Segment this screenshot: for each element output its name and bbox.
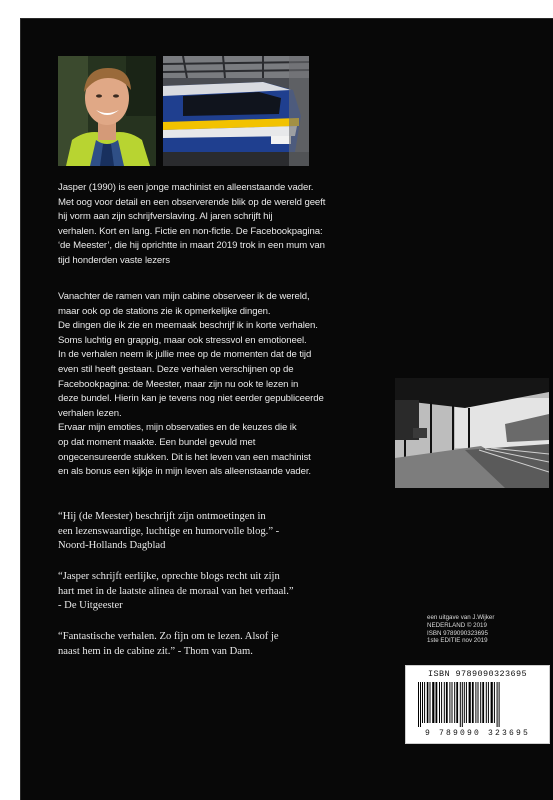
barcode-isbn-text: ISBN 9789090323695 <box>427 669 527 679</box>
blurb-line: verhalen lezen. <box>58 407 122 419</box>
barcode-bar <box>491 682 493 723</box>
author-bio <box>58 181 388 269</box>
blurb-line: Facebookpagina: de Meester, maar zijn nu ook te lezen in <box>58 378 299 390</box>
quote-line: Noord-Hollands Dagblad <box>58 540 166 552</box>
author-portrait-illustration <box>58 56 156 166</box>
blurb-line: Ervaar mijn emoties, mijn observaties en de keuzes die ik <box>58 422 297 434</box>
review-quote <box>58 570 358 614</box>
barcode-guard-bar <box>499 682 500 727</box>
quote-line: een lezenswaardige, luchtige en humorvolle blog.” - <box>58 525 280 537</box>
barcode-bar <box>449 682 450 723</box>
author-photo <box>58 56 156 166</box>
isbn-line: ISBN 9789090323695 <box>427 629 488 637</box>
quote-line: naast hem in de cabine zit.” - Thom van Dam. <box>58 645 253 657</box>
isbn-barcode <box>405 665 550 744</box>
quote-line: - De Uitgeester <box>58 600 123 612</box>
barcode-bar <box>488 682 489 723</box>
blurb-line: Vanachter de ramen van mijn cabine observeer ik de wereld, <box>58 291 310 302</box>
barcode-bars <box>416 682 540 727</box>
review-quote <box>58 630 320 659</box>
barcode-bar <box>464 682 465 723</box>
blurb-line: In de verhalen neem ik jullie mee op de momenten dat de tijd <box>58 349 312 361</box>
edition-line: 1ste EDITIE nov 2019 <box>427 637 488 645</box>
blurb-line: maar ook op de stations zie ik opmerkelijke dingen. <box>58 305 271 317</box>
blurb-line: op dat moment maakte. Een bundel gevuld met <box>58 436 256 448</box>
quote-line: hart met in de laatste alinea de moraal van het verhaal.” <box>58 585 294 597</box>
barcode-bar <box>432 682 434 723</box>
station-platform-illustration <box>395 378 549 488</box>
barcode-bar <box>475 682 476 723</box>
train-photo <box>163 56 309 166</box>
barcode-guard-bar <box>497 682 498 727</box>
barcode-bar <box>456 682 458 723</box>
quote-line: “Fantastische verhalen. Zo fijn om te lezen. Alsof je <box>58 631 279 642</box>
barcode-bar <box>478 682 479 723</box>
barcode-digits: 9 789090 323695 <box>424 729 530 738</box>
barcode-bar <box>430 682 431 723</box>
publisher-name: een uitgave van J.Wijker <box>427 614 495 621</box>
quote-line: “Hij (de Meester) beschrijft zijn ontmoetingen in <box>58 511 266 522</box>
barcode-bar <box>439 682 440 723</box>
barcode-guard-bar <box>460 682 461 727</box>
barcode-bar <box>446 682 448 723</box>
blurb-line: en als bonus een kijkje in mijn leven als alleenstaande vader. <box>58 466 311 478</box>
publisher-imprint <box>427 614 547 645</box>
barcode-guard-bar <box>418 682 419 727</box>
bio-line: Jasper (1990) is een jonge machinist en alleenstaande vader. <box>58 182 314 193</box>
barcode-bar <box>436 682 438 723</box>
barcode-bar <box>480 682 481 723</box>
blurb-line: De dingen die ik zie en meemaak beschrijf ik in korte verhalen. <box>58 320 318 332</box>
barcode-bar <box>424 682 425 723</box>
bio-line: Met oog voor detail en een observerende blik op de wereld geeft <box>58 196 326 208</box>
station-photo <box>395 378 549 488</box>
barcode-bar <box>422 682 423 723</box>
barcode-bar <box>486 682 487 723</box>
barcode-bar <box>472 682 474 723</box>
barcode-bar <box>441 682 442 723</box>
book-blurb <box>58 290 388 480</box>
blurb-line: deze bundel. Hierin kan je tevens nog niet eerder gepubliceerde <box>58 393 324 405</box>
barcode-bar <box>466 682 467 723</box>
barcode-bar <box>469 682 471 723</box>
barcode-bar <box>444 682 445 723</box>
barcode-bar <box>494 682 495 723</box>
barcode-bar <box>452 682 453 723</box>
copyright-line: NEDERLAND © 2019 <box>427 621 487 629</box>
blurb-line: even stil heeft gestaan. Deze verhalen verschijnen op de <box>58 363 294 375</box>
review-quote <box>58 510 358 554</box>
bio-line: tijd honderden vaste lezers <box>58 254 170 266</box>
quote-line: “Jasper schrijft eerlijke, oprechte blogs recht uit zijn <box>58 571 280 582</box>
blurb-line: ongecensureerde stukken. Dit is het leven van een machinist <box>58 451 311 463</box>
bio-line: hij vorm aan zijn schrijfverslaving. Al jaren schrijft hij <box>58 211 273 223</box>
barcode-bar <box>427 682 429 723</box>
train-illustration <box>163 56 309 166</box>
barcode-bar <box>482 682 484 723</box>
bio-line: ‘de Meester’, die hij oprichtte in maart 2019 trok in een mum van <box>58 240 325 252</box>
barcode-guard-bar <box>420 682 421 727</box>
barcode-bar <box>454 682 455 723</box>
blurb-line: Soms luchtig en grappig, maar ook stressvol en emotioneel. <box>58 334 307 346</box>
barcode-guard-bar <box>462 682 463 727</box>
bio-line: verhalen. Kort en lang. Fictie en non-fictie. De Facebookpagina: <box>58 225 323 237</box>
